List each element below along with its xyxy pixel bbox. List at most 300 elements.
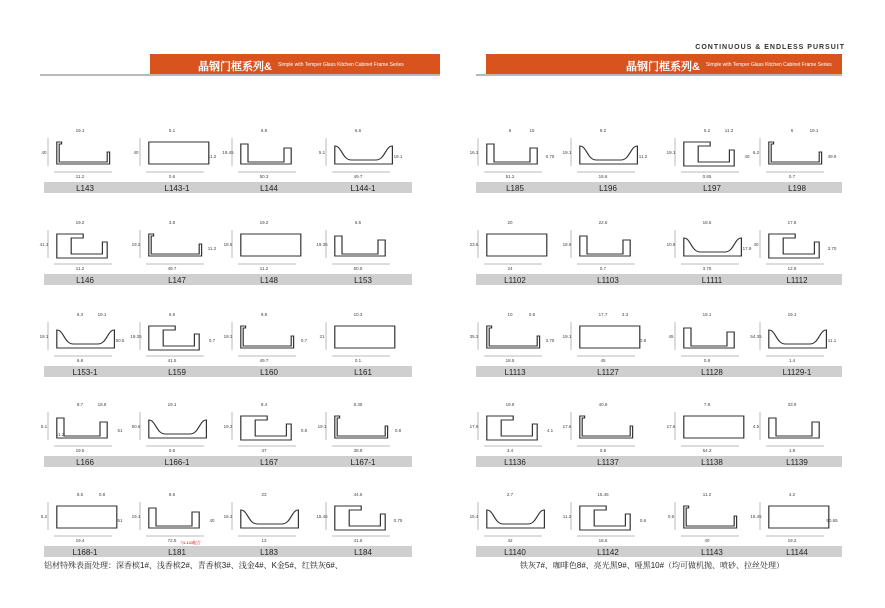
profile-code: L1129-1 (782, 368, 812, 377)
profile-outline (241, 416, 291, 440)
dimension-label: 0.7 (208, 338, 216, 343)
dimension-label: 0.7 (599, 266, 607, 271)
profile-outline (487, 416, 537, 440)
dimension-label: 21 (319, 334, 325, 339)
profile-item (563, 210, 653, 286)
profile-drawing (470, 118, 560, 180)
profile-drawing (563, 482, 653, 544)
profile-outline (684, 416, 744, 438)
dimension-label: 17.9 (742, 246, 752, 251)
dimension-label: 19.2 (131, 242, 141, 247)
profile-code: L143 (76, 184, 94, 193)
profile-item (667, 302, 757, 378)
dimension-label: 15.45 (316, 514, 328, 519)
dimension-label: 41.6 (353, 538, 363, 543)
dimension-label: 0.8 (639, 338, 647, 343)
dimension-label: 19.1 (666, 150, 676, 155)
dimension-label: 3.4 (506, 448, 514, 453)
dimension-label: 11.1 (827, 338, 837, 343)
profile-outline (684, 506, 737, 528)
profile-drawing (132, 118, 222, 180)
dimension-label: 3.3 (621, 312, 629, 317)
dimension-label: 6.8 (76, 358, 84, 363)
dimension-label: 6 (790, 128, 794, 133)
profile-drawing (40, 118, 130, 180)
profile-code: L1113 (504, 368, 526, 377)
dimension-label: 0.6 (168, 174, 176, 179)
dimension-label: 19.35 (130, 334, 142, 339)
dimension-label: 19.1 (702, 312, 712, 317)
left-title-cn: 晶钢门框系列& (198, 61, 272, 73)
profile-item (224, 392, 314, 468)
profile-code: L147 (168, 276, 186, 285)
profile-outline (580, 506, 630, 530)
dimension-label: 3.75 (545, 338, 555, 343)
profile-drawing (470, 392, 560, 454)
dimension-label: 18.6 (598, 538, 608, 543)
profile-outline (335, 416, 388, 438)
profile-outline (57, 330, 115, 348)
dimension-label: 0.8 (599, 448, 607, 453)
profile-outline (769, 142, 822, 164)
profile-drawing (667, 118, 757, 180)
dimension-label: 44.6 (353, 492, 363, 497)
profile-code: L1143 (701, 548, 723, 557)
profile-outline (57, 234, 107, 258)
dimension-label: 54.2 (702, 448, 712, 453)
dimension-label: 19.3 (223, 334, 233, 339)
profile-code: L144 (260, 184, 278, 193)
dimension-label: 15 (529, 128, 535, 133)
dimension-label: 0.7 (788, 174, 796, 179)
profile-code: L197 (703, 184, 721, 193)
profile-outline (241, 510, 299, 528)
profile-outline (487, 234, 547, 256)
profile-item (563, 482, 653, 558)
profile-outline (487, 144, 537, 164)
profile-item (132, 482, 222, 558)
dimension-label: 6.5 (354, 220, 362, 225)
dimension-label: 18.6 (223, 242, 233, 247)
profile-drawing (752, 210, 842, 272)
profile-item (563, 392, 653, 468)
profile-outline (769, 506, 829, 528)
dimension-label: 49.7 (353, 174, 363, 179)
dimension-label: 23.6 (469, 242, 479, 247)
dimension-label: 19.45 (222, 150, 234, 155)
dimension-label: 19.2 (75, 220, 85, 225)
profile-code: L166-1 (164, 458, 190, 467)
dimension-label: 19.2 (259, 220, 269, 225)
profile-outline (241, 144, 291, 164)
dimension-label: 0.75 (393, 518, 403, 523)
dimension-label: 8.2 (599, 128, 607, 133)
profile-item (224, 482, 314, 558)
dimension-label: 12.8 (787, 266, 797, 271)
profile-item (318, 482, 408, 558)
profile-item (132, 392, 222, 468)
right-title-en: Simple with Temper Glass Kitchen Cabinet Frame Series (706, 62, 832, 68)
profile-outline (241, 326, 294, 348)
right-title-cn: 晶钢门框系列& (626, 61, 700, 73)
dimension-label: 11.2 (724, 128, 734, 133)
dimension-label: 40 (209, 518, 215, 523)
dimension-label: 15.45 (597, 492, 609, 497)
profile-drawing (752, 482, 842, 544)
dimension-label: 19.1 (131, 514, 141, 519)
profile-drawing (563, 302, 653, 364)
profile-outline (335, 506, 385, 530)
dimension-label: 0.75 (545, 154, 555, 159)
dimension-label: 16.3 (469, 150, 479, 155)
profile-code: L1138 (701, 458, 723, 467)
profile-outline (769, 234, 819, 258)
profile-outline (57, 506, 117, 528)
dimension-label: 11.2 (207, 154, 217, 159)
dimension-label: 6.2 (752, 150, 760, 155)
profile-drawing (132, 392, 222, 454)
profile-drawing (318, 302, 408, 364)
dimension-label: 7.8 (703, 402, 711, 407)
dimension-label: 24 (507, 266, 513, 271)
dimension-label: 18.5 (702, 220, 712, 225)
dimension-label: 3.70 (827, 246, 837, 251)
dimension-label: 19.5 (75, 448, 85, 453)
profile-item (318, 210, 408, 286)
dimension-label: 42 (507, 538, 513, 543)
profile-drawing (752, 302, 842, 364)
profile-item (318, 118, 408, 194)
dimension-label: 17.6 (469, 424, 479, 429)
dimension-label: 0.8 (98, 492, 106, 497)
dimension-label: 22.6 (598, 220, 608, 225)
profile-item (470, 118, 560, 194)
dimension-label: 19.1 (809, 128, 819, 133)
profile-item (470, 482, 560, 558)
dimension-label: 5.1 (168, 128, 176, 133)
dimension-label: 11.2 (259, 266, 269, 271)
profile-item (752, 210, 842, 286)
profile-item (40, 392, 130, 468)
profile-drawing (667, 210, 757, 272)
profile-code: L1112 (786, 276, 808, 285)
dimension-label: 6.8 (260, 128, 268, 133)
profile-code: L1102 (504, 276, 526, 285)
dimension-label: 0.65 (702, 174, 712, 179)
dimension-label: 11.2 (75, 174, 85, 179)
dimension-label: 50.5 (353, 266, 363, 271)
profile-outline (580, 416, 633, 438)
profile-code: L167 (260, 458, 278, 467)
dimension-label: 18.8 (97, 402, 107, 407)
profile-outline (149, 508, 199, 528)
right-divider (476, 74, 842, 76)
profile-drawing (132, 482, 222, 544)
dimension-label: 33.9 (787, 402, 797, 407)
dimension-label: 15.45 (750, 514, 762, 519)
dimension-label: 11.2 (638, 154, 648, 159)
dimension-label: 13 (261, 538, 267, 543)
dimension-label: 72.5 (167, 538, 177, 543)
dimension-label: 15.4 (469, 514, 479, 519)
dimension-label: 9.8 (260, 312, 268, 317)
profile-drawing (132, 210, 222, 272)
dimension-label: 51.2 (505, 174, 515, 179)
dimension-label: 51 (117, 518, 123, 523)
right-footer-note: 铁灰7#、咖啡色8#、亮光黑9#、哑黑10#（均可做机抛、喷砂、拉丝处理） (520, 561, 785, 570)
profile-code: L143-1 (164, 184, 190, 193)
dimension-label: 19.2 (787, 538, 797, 543)
dimension-label: 23 (261, 492, 267, 497)
profile-item (224, 302, 314, 378)
profile-drawing (318, 482, 408, 544)
dimension-label: 11.2 (55, 432, 65, 437)
profile-item (752, 302, 842, 378)
profile-outline (335, 236, 385, 256)
dimension-label: 1.8 (788, 448, 796, 453)
dimension-label: 19.1 (317, 424, 327, 429)
profile-drawing (470, 210, 560, 272)
dimension-label: 19.35 (316, 242, 328, 247)
profile-code: L161 (354, 368, 372, 377)
profile-drawing (752, 392, 842, 454)
dimension-label: 2.7 (506, 492, 514, 497)
profile-code: L185 (506, 184, 524, 193)
dimension-label: 0.7 (300, 338, 308, 343)
dimension-label: 5.2 (40, 514, 48, 519)
profile-outline (769, 330, 827, 348)
profile-code: L1103 (597, 276, 619, 285)
dimension-label: 38.8 (353, 448, 363, 453)
profile-drawing (318, 210, 408, 272)
profile-item (132, 118, 222, 194)
dimension-label: 6.1 (40, 424, 48, 429)
profile-code: L183 (260, 548, 278, 557)
profile-code: L168-1 (72, 548, 98, 557)
profile-drawing (224, 118, 314, 180)
profile-drawing (40, 210, 130, 272)
dimension-label: 0.6 (639, 518, 647, 523)
profile-outline (57, 142, 110, 164)
profile-drawing (132, 302, 222, 364)
dimension-label: 19.1 (562, 334, 572, 339)
profile-code: L153 (354, 276, 372, 285)
profile-code: L1144 (786, 548, 808, 557)
profile-drawing (318, 118, 408, 180)
dimension-label: 19.1 (39, 334, 49, 339)
dimension-label: 10 (507, 312, 513, 317)
profile-outline (580, 326, 640, 348)
dimension-label: 8.5 (76, 492, 84, 497)
dimension-label: 4.5 (752, 424, 760, 429)
profile-drawing (470, 482, 560, 544)
tagline: CONTINUOUS & ENDLESS PURSUIT (695, 44, 845, 51)
profile-code: L1111 (701, 276, 723, 285)
profile-code: L1139 (786, 458, 808, 467)
dimension-label: 0.8 (300, 428, 308, 433)
profile-item (752, 482, 842, 558)
dimension-label: 19.3 (223, 424, 233, 429)
dimension-label: 40 (753, 242, 759, 247)
profile-code: L146 (76, 276, 94, 285)
profile-drawing (40, 482, 130, 544)
dimension-label: 50.6 (131, 424, 141, 429)
profile-code: L167-1 (350, 458, 376, 467)
dimension-label: 4.1 (546, 428, 554, 433)
dimension-label: 19.8 (505, 402, 515, 407)
profile-item (470, 302, 560, 378)
dimension-label: 11.2 (207, 246, 217, 251)
profile-item (318, 392, 408, 468)
profile-item (563, 302, 653, 378)
profile-drawing (563, 118, 653, 180)
dimension-label: 51 (117, 428, 123, 433)
profile-outline (684, 142, 734, 166)
dimension-label: 10.3 (353, 312, 363, 317)
profile-outline (335, 146, 393, 164)
profile-code: L144-1 (350, 184, 376, 193)
dimension-label: 8.4 (260, 402, 268, 407)
profile-code: L1137 (597, 458, 619, 467)
dimension-label: 40.8 (598, 402, 608, 407)
profile-item (667, 118, 757, 194)
dimension-label: 19.1 (787, 312, 797, 317)
profile-item (563, 118, 653, 194)
profile-outline (241, 234, 301, 256)
dimension-label: 0.8 (394, 428, 402, 433)
profile-item (40, 482, 130, 558)
profile-outline (487, 510, 545, 528)
dimension-label: 50.3 (259, 174, 269, 179)
dimension-label: 54.35 (750, 334, 762, 339)
dimension-label: 19.1 (167, 402, 177, 407)
left-footer-note: 铝材特殊表面处理：深香槟1#、浅香槟2#、青香槟3#、浅金4#、K金5#、红铁灰6#、 (44, 561, 343, 570)
profile-code: L153-1 (72, 368, 98, 377)
left-divider (40, 74, 440, 76)
profile-drawing (40, 302, 130, 364)
profile-drawing (563, 210, 653, 272)
profile-item (318, 302, 408, 378)
profile-code: L1136 (504, 458, 526, 467)
profile-code: L159 (168, 368, 186, 377)
dimension-label: 0.8 (528, 312, 536, 317)
profile-code: L160 (260, 368, 278, 377)
dimension-label: 8.7 (76, 402, 84, 407)
profile-drawing (40, 392, 130, 454)
right-title-banner (486, 54, 842, 74)
dimension-label: 45 (668, 334, 674, 339)
profile-outline (487, 326, 540, 348)
dimension-label: 8.5 (168, 492, 176, 497)
pairing-note: 与L143配合 (180, 540, 201, 545)
dimension-label: 40 (744, 154, 750, 159)
profile-item (667, 392, 757, 468)
dimension-label: 40 (704, 538, 710, 543)
profile-code: L181 (168, 548, 186, 557)
dimension-label: 3.75 (702, 266, 712, 271)
left-title-en: Simple with Temper Glass Kitchen Cabinet Frame Series (278, 62, 404, 68)
dimension-label: 17.8 (787, 220, 797, 225)
dimension-label: 35.3 (469, 334, 479, 339)
dimension-label: 1.4 (788, 358, 796, 363)
dimension-label: 17.6 (666, 424, 676, 429)
profile-item (752, 392, 842, 468)
dimension-label: 6 (508, 128, 512, 133)
profile-drawing (563, 392, 653, 454)
dimension-label: 45 (600, 358, 606, 363)
dimension-label: 17.6 (562, 424, 572, 429)
dimension-label: 6.3 (76, 312, 84, 317)
profile-item (470, 392, 560, 468)
profile-code: L184 (354, 548, 372, 557)
profile-code: L148 (260, 276, 278, 285)
dimension-label: 18.6 (598, 174, 608, 179)
profile-item (40, 302, 130, 378)
dimension-label: 11.2 (702, 492, 712, 497)
dimension-label: 16.3 (223, 514, 233, 519)
profile-outline (580, 146, 638, 164)
profile-outline (149, 142, 209, 164)
dimension-label: 5.2 (703, 128, 711, 133)
profile-item (40, 118, 130, 194)
dimension-label: 41.5 (167, 358, 177, 363)
dimension-label: 49.9 (827, 154, 837, 159)
profile-item (667, 210, 757, 286)
dimension-label: 40 (133, 150, 139, 155)
profile-item (752, 118, 842, 194)
profile-item (470, 210, 560, 286)
profile-item (132, 302, 222, 378)
profile-item (224, 210, 314, 286)
profile-drawing (667, 392, 757, 454)
dimension-label: 17.7 (598, 312, 608, 317)
profile-drawing (224, 210, 314, 272)
dimension-label: 37 (261, 448, 267, 453)
profile-drawing (667, 482, 757, 544)
profile-item (40, 210, 130, 286)
dimension-label: 49.7 (167, 266, 177, 271)
dimension-label: 0.6 (168, 448, 176, 453)
dimension-label: 5.1 (318, 150, 326, 155)
profile-outline (57, 418, 107, 438)
profile-drawing (318, 392, 408, 454)
dimension-label: 3.8 (168, 220, 176, 225)
profile-drawing (667, 302, 757, 364)
dimension-label: 50.65 (826, 518, 838, 523)
dimension-label: 11.2 (75, 266, 85, 271)
dimension-label: 19.1 (75, 128, 85, 133)
profile-code: L196 (599, 184, 617, 193)
profile-item (667, 482, 757, 558)
profile-item (224, 118, 314, 194)
dimension-label: 0.1 (354, 358, 362, 363)
dimension-label: 20 (507, 220, 513, 225)
profile-drawing (470, 302, 560, 364)
profile-outline (684, 238, 742, 256)
profile-code: L1142 (597, 548, 619, 557)
dimension-label: 18.5 (505, 358, 515, 363)
profile-item (132, 210, 222, 286)
dimension-label: 6.6 (354, 128, 362, 133)
dimension-label: 8.35 (353, 402, 363, 407)
dimension-label: 6.5 (168, 312, 176, 317)
profile-drawing (752, 118, 842, 180)
dimension-label: 18.6 (562, 242, 572, 247)
dimension-label: 41.3 (39, 242, 49, 247)
profile-drawing (224, 392, 314, 454)
profile-outline (684, 328, 734, 348)
dimension-label: 19.1 (562, 150, 572, 155)
